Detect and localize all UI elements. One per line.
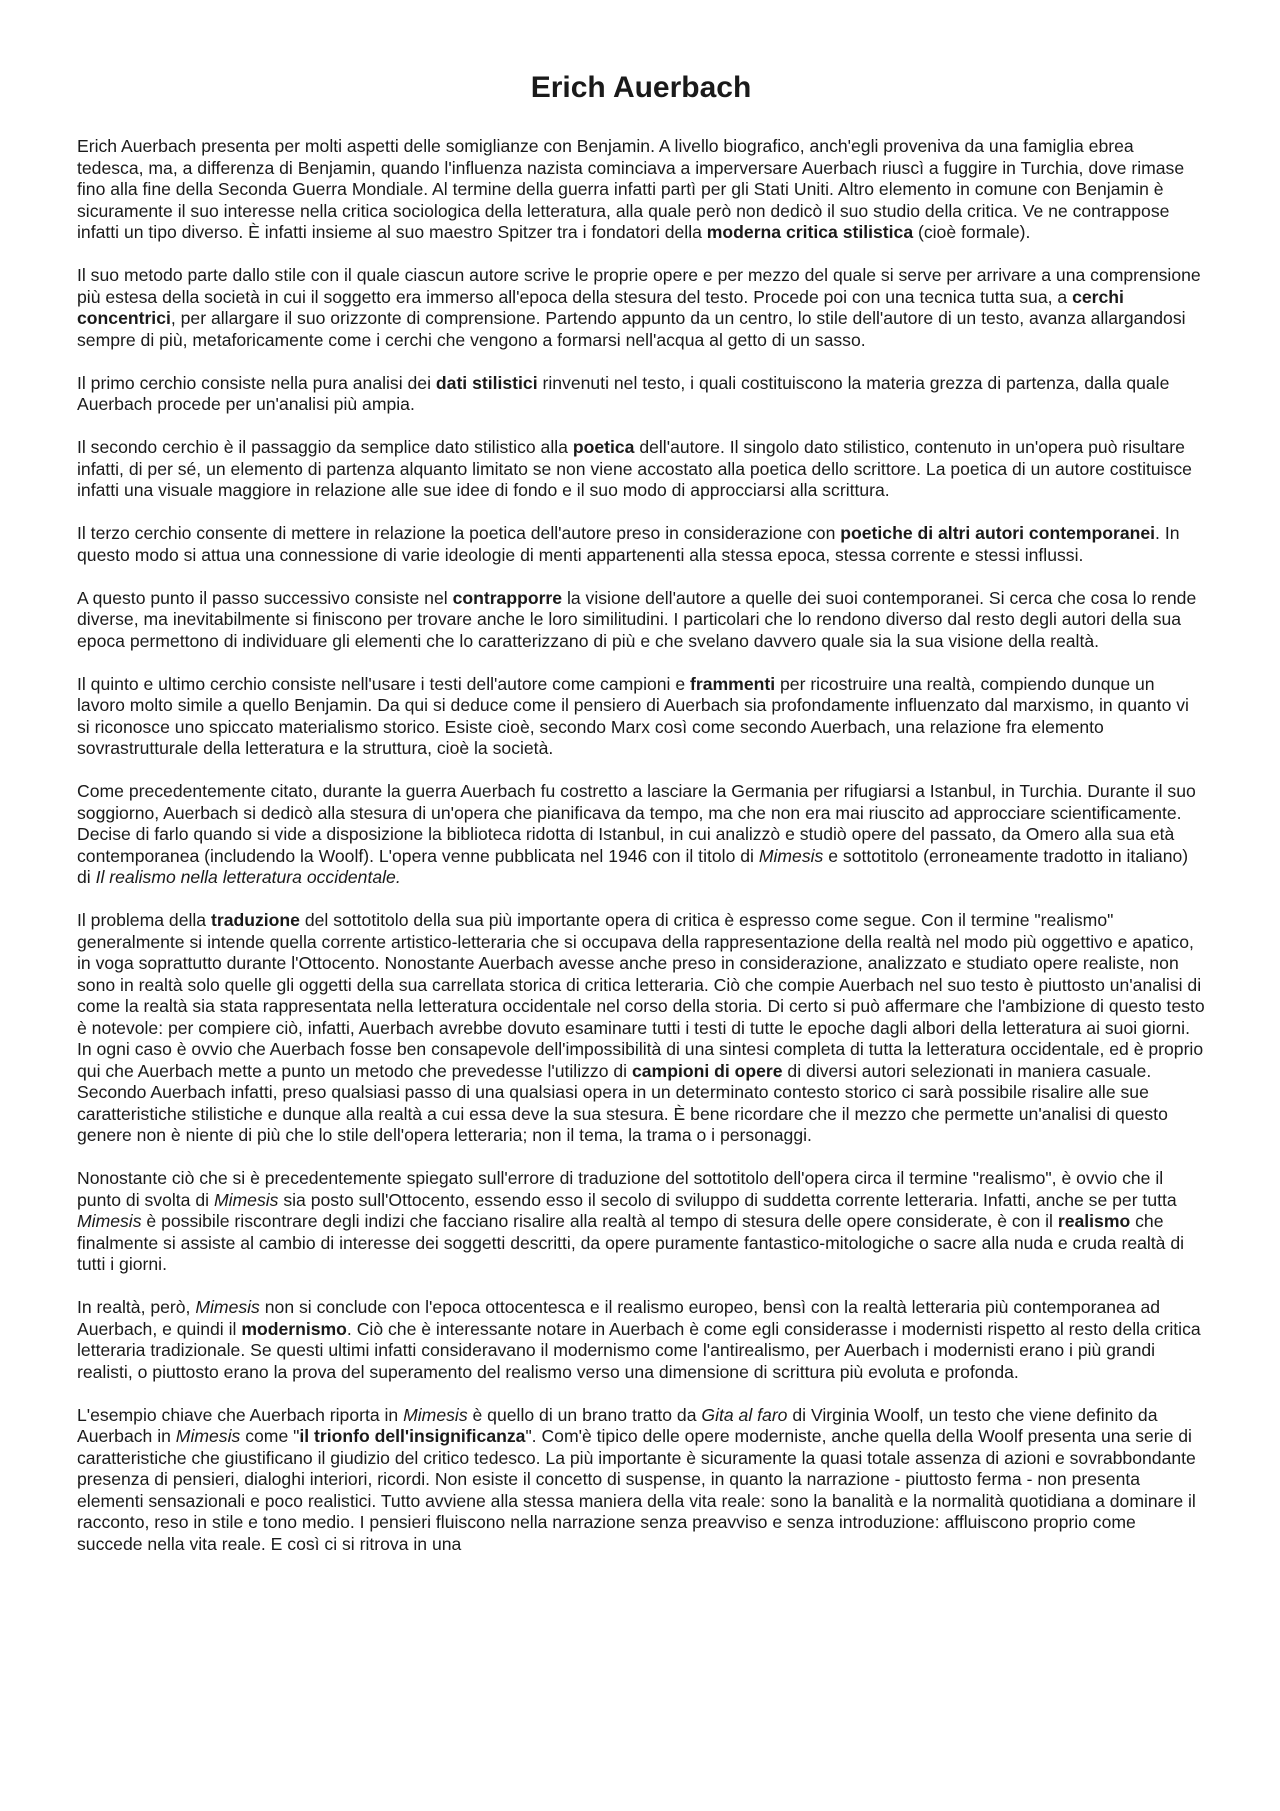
bold-text: poetiche di altri autori contemporanei — [840, 523, 1156, 543]
text: del sottotitolo della sua più importante opera di critica è espresso come segue. Con il termine "realismo" generalmente si intende quella corrente artistico-letteraria che si occupava della rappresentazione della realtà nel modo più oggettivo e apatico, in voga soprattutto durante l'Ottocento. Nonostante Auerbach avesse anche preso in considerazione, analizzato e studiato opere realiste, non sono in realtà solo quelle gli oggetti della sua carrellata storica di critica letteraria. Ciò che compie Auerbach nel suo testo è piuttosto un'analisi di come la realtà sia stata rappresentata nella letteratura occidentale nel corso della storia. Di certo si può affermare che l'ambizione di questo testo è notevole: per compiere ciò, infatti, Auerbach avrebbe dovuto esaminare tutti i testi di tutte le epoche dagli albori della letteratura ai suoi giorni. In ogni caso è ovvio che Auerbach fosse ben consapevole dell'impossibilità di una sintesi completa di tutta la letteratura occidentale, ed è proprio qui che Auerbach mette a punto un metodo che prevedesse l'utilizzo di — [77, 910, 1205, 1081]
bold-text: poetica — [572, 437, 635, 457]
bold-text: contrapporre — [452, 587, 563, 608]
text: Il secondo cerchio è il passaggio da semplice dato stilistico alla — [77, 437, 573, 457]
paragraph-6 — [77, 588, 1205, 653]
page-title: Erich Auerbach — [530, 71, 752, 104]
text: (cioè formale). — [913, 222, 1031, 242]
text: di Virginia Woolf, un testo che viene definito da Auerbach in — [77, 1404, 1158, 1446]
paragraph-10 — [77, 1168, 1205, 1276]
text: ". Com'è tipico delle opere moderniste, anche quella della Woolf presenta una serie di caratteristiche che giustificano il giudizio del critico tedesco. La più importante è sicuramente la quasi totale assenza di azioni e sovrabbondante presenza di pensieri, dialoghi interiori, ricordi. Non esiste il concetto di suspense, in quanto la narrazione - piuttosto ferma - non presenta elementi sensazionali e poco realistici. Tutto avviene alla stessa maniera della vita reale: sono la banalità e la normalità quotidiana a dominare il racconto, reso in stile e tono medio. I pensieri fluiscono nella narrazione senza preavviso e senza introduzione: affluiscono proprio come succede nella vita reale. E così ci si ritrova in una — [77, 1426, 1196, 1554]
italic-text: Mimesis — [195, 1297, 260, 1317]
bold-text: dati stilistici — [435, 372, 538, 393]
paragraph-11 — [77, 1297, 1205, 1383]
text: dell'autore. Il singolo dato stilistico, contenuto in un'opera può risultare infatti, di per sé, un elemento di partenza alquanto limitato se non viene accostato alla poetica dello scrittore. La poetica di un autore costituisce infatti una visuale maggiore in relazione alle sue idee di fondo e il suo modo di approcciarsi alla scrittura. — [77, 437, 1192, 500]
text: sia posto sull'Ottocento, essendo esso il secolo di sviluppo di suddetta corrente letteraria. Infatti, anche se per tutta — [278, 1189, 1177, 1210]
text: Il quinto e ultimo cerchio consiste nell'usare i testi dell'autore come campioni e — [77, 673, 691, 694]
bold-text: modernismo — [241, 1318, 347, 1339]
text: Il primo cerchio consiste nella pura analisi dei — [77, 372, 436, 393]
paragraph-5 — [77, 523, 1205, 566]
text: Il suo metodo parte dallo stile con il quale ciascun autore scrive le proprie opere e per mezzo del quale si serve per arrivare a una comprensione più estesa della società in cui il soggetto era immerso all'epoca della stesura del testo. Procede poi con una tecnica tutta sua, a — [77, 265, 1201, 307]
text: è quello di un brano tratto da — [467, 1404, 702, 1425]
italic-text: Mimesis — [77, 1211, 142, 1231]
text: di diversi autori selezionati in maniera casuale. Secondo Auerbach infatti, preso qualsiasi passo di una qualsiasi opera in un determinato contesto storico ci sarà possibile risalire alle sue caratteristiche stilistiche e dunque alla realtà a cui essa deve la sua stesura. È bene ricordare che il mezzo che permette un'analisi di questo genere non è niente di più che lo stile dell'opera letteraria; non il tema, la trama o i personaggi. — [77, 1060, 1168, 1145]
italic-text: Mimesis — [403, 1404, 468, 1425]
text: In realtà, però, — [77, 1297, 196, 1317]
text: Il terzo cerchio consente di mettere in relazione la poetica dell'autore preso in considerazione con — [77, 523, 841, 543]
text: L'esempio chiave che Auerbach riporta in — [77, 1404, 404, 1425]
bold-text: il trionfo dell'insignificanza — [299, 1426, 526, 1446]
bold-text: frammenti — [690, 673, 776, 694]
text: Erich Auerbach presenta per molti aspetti delle somiglianze con Benjamin. A livello biografico, anch'egli proveniva da una famiglia ebrea tedesca, ma, a differenza di Benjamin, quando l'influenza nazista cominciava a imperversare Auerbach riuscì a fuggire in Turchia, dove rimase fino alla fine della Seconda Guerra Mondiale. Al termine della guerra infatti partì per gli Stati Uniti. Altro elemento in comune con Benjamin è sicuramente il suo interesse nella critica sociologica della letteratura, alla quale però non dedicò il suo studio della critica. Ve ne contrappose infatti un tipo diverso. È infatti insieme al suo maestro Spitzer tra i fondatori della — [77, 136, 1185, 242]
text: la visione dell'autore a quelle dei suoi contemporanei. Si cerca che cosa lo rende diverse, ma inevitabilmente si finiscono per trovare anche le loro similitudini. I particolari che lo rendono diverso dal resto degli autori della sua epoca permettono di individuare gli elementi che lo caratterizzano di più e che svelano davvero quale sia la sua visione della realtà. — [77, 587, 1197, 651]
bold-text: campioni di opere — [631, 1060, 783, 1081]
bold-text: traduzione — [210, 910, 300, 930]
text: non si conclude con l'epoca ottocentesca e il realismo europeo, bensì con la realtà letteraria più contemporanea ad Auerbach, e quindi il — [77, 1297, 1161, 1339]
paragraph-2 — [77, 265, 1205, 351]
paragraph-9 — [77, 910, 1205, 1147]
paragraph-12 — [77, 1405, 1205, 1556]
text: come " — [240, 1426, 300, 1446]
paragraph-3 — [77, 373, 1205, 416]
text: A questo punto il passo successivo consiste nel — [77, 587, 453, 608]
text: . In questo modo si attua una connessione di varie ideologie di menti appartenenti alla stessa epoca, stessa corrente e stessi influssi. — [77, 523, 1180, 565]
text: Il problema della — [77, 910, 211, 930]
text: è possibile riscontrare degli indizi che facciano risalire alla realtà al tempo di stesura delle opere considerate, è con il — [141, 1211, 1058, 1231]
text: e sottotitolo (erroneamente tradotto in italiano) di — [77, 845, 1189, 887]
paragraph-4 — [77, 437, 1205, 502]
italic-text: Mimesis — [213, 1189, 279, 1210]
text: , per allargare il suo orizzonte di comprensione. Partendo appunto da un centro, lo stile dell'autore di un testo, avanza allargandosi sempre di più, metaforicamente come i cerchi che vengono a formarsi nell'acqua al getto di un sasso. — [77, 308, 1186, 350]
bold-text: moderna critica stilistica — [706, 222, 914, 242]
italic-text: Mimesis — [758, 845, 824, 866]
bold-text: realismo — [1057, 1211, 1131, 1231]
text: . Ciò che è interessante notare in Auerbach è come egli considerasse i modernisti rispetto al resto della critica letteraria tradizionale. Se questi ultimi infatti consideravano il modernismo come l'antirealismo, per Auerbach i modernisti erano i più grandi realisti, o piuttosto erano la prova del superamento del realismo verso una dimensione di scrittura più evoluta e profonda. — [77, 1318, 1201, 1382]
paragraph-8 — [77, 781, 1205, 889]
italic-text: Gita al faro — [701, 1404, 788, 1425]
italic-text: Mimesis — [175, 1426, 241, 1446]
text: Come precedentemente citato, durante la guerra Auerbach fu costretto a lasciare la Germania per rifugiarsi a Istanbul, in Turchia. Durante il suo soggiorno, Auerbach si dedicò alla stesura di un'opera che pianificava da tempo, ma che non era mai riuscito ad approcciare scientificamente. Decise di farlo quando si vide a disposizione la biblioteca ridotta di Istanbul, in cui analizzò e studiò opere del passato, da Omero alla sua età contemporanea (includendo la Woolf). L'opera venne pubblicata nel 1946 con il titolo di — [77, 781, 1196, 866]
paragraph-1 — [77, 136, 1205, 244]
text: che finalmente si assiste al cambio di interesse dei soggetti descritti, da opere puramente fantastico-mitologiche o sacre alla nuda e cruda realtà di tutti i giorni. — [77, 1211, 1185, 1274]
text: per ricostruire una realtà, compiendo dunque un lavoro molto simile a quello Benjamin. Da qui si deduce come il pensiero di Auerbach sia profondamente influenzato dal marxismo, in quanto vi si riconosce uno spiccato materialismo storico. Esiste cioè, secondo Marx così come secondo Auerbach, una relazione fra elemento sovrastrutturale della letteratura e la struttura, cioè la società. — [77, 673, 1189, 758]
text: Nonostante ciò che si è precedentemente spiegato sull'errore di traduzione del sottotitolo dell'opera circa il termine "realismo", è ovvio che il punto di svolta di — [77, 1168, 1164, 1210]
text: rinvenuti nel testo, i quali costituiscono la materia grezza di partenza, dalla quale Auerbach procede per un'analisi più ampia. — [77, 372, 1170, 414]
italic-text: Il realismo nella letteratura occidentale. — [95, 867, 401, 887]
paragraph-7 — [77, 674, 1205, 760]
bold-text: cerchi concentrici — [77, 286, 1124, 328]
